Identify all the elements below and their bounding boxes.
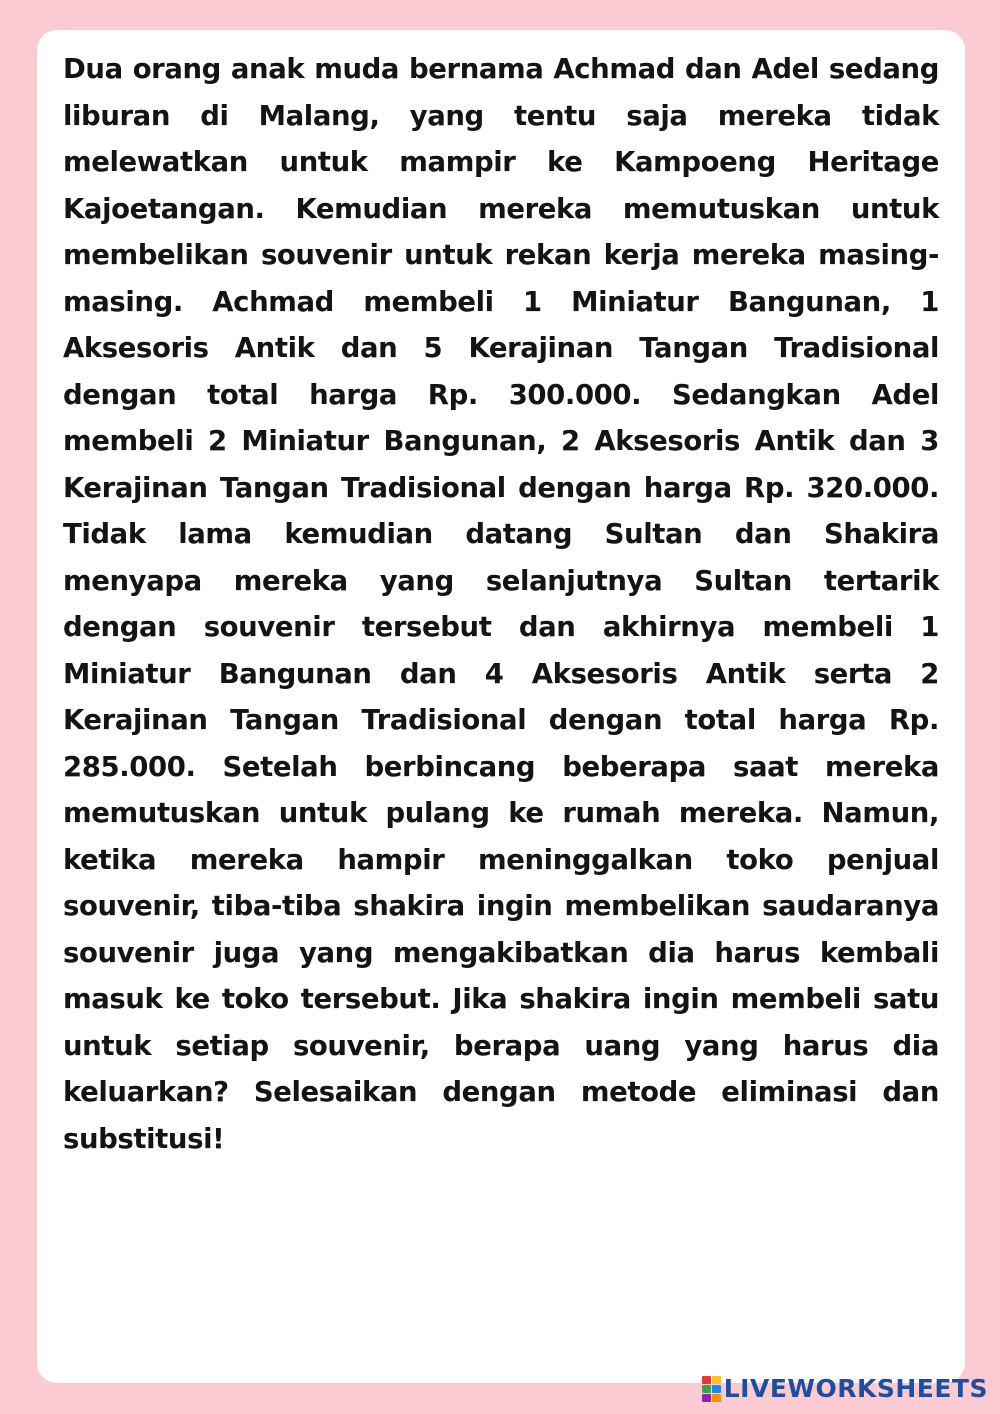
logo-cell xyxy=(712,1376,721,1384)
liveworksheets-logo-icon xyxy=(702,1376,721,1402)
question-text: Dua orang anak muda bernama Achmad dan Adel sedang liburan di Malang, yang tentu saja mereka tidak melewatkan untuk mampir ke Kampoeng Heritage Kajoetangan. Kemudian mereka memutuskan untuk membelikan souvenir untuk rekan kerja mereka masing-masing. Achmad membeli 1 Miniatur Bangunan, 1 Aksesoris Antik dan 5 Kerajinan Tangan Tradisional dengan total harga Rp. 300.000. Sedangkan Adel membeli 2 Miniatur Bangunan, 2 Aksesoris Antik dan 3 Kerajinan Tangan Tradisional dengan harga Rp. 320.000. Tidak lama kemudian datang Sultan dan Shakira menyapa mereka yang selanjutnya Sultan tertarik dengan souvenir tersebut dan akhirnya membeli 1 Miniatur Bangunan dan 4 Aksesoris Antik serta 2 Kerajinan Tangan Tradisional dengan total harga Rp. 285.000. Setelah berbincang beberapa saat mereka memutuskan untuk pulang ke rumah mereka. Namun, ketika mereka hampir meninggalkan toko penjual souvenir, tiba-tiba shakira ingin membelikan saudaranya souvenir juga yang mengakibatkan dia harus kembali masuk ke toko tersebut. Jika shakira ingin membeli satu untuk setiap souvenir, berapa uang yang harus dia keluarkan? Selesaikan dengan metode eliminasi dan substitusi! xyxy=(63,53,939,1155)
brand-name: LIVEWORKSHEETS xyxy=(723,1374,988,1403)
liveworksheets-brand[interactable] xyxy=(702,1372,988,1406)
logo-cell xyxy=(712,1385,721,1393)
logo-cell xyxy=(702,1385,711,1393)
logo-cell xyxy=(712,1394,721,1402)
logo-cell xyxy=(702,1394,711,1402)
logo-cell xyxy=(702,1376,711,1384)
worksheet-card xyxy=(37,30,965,1383)
